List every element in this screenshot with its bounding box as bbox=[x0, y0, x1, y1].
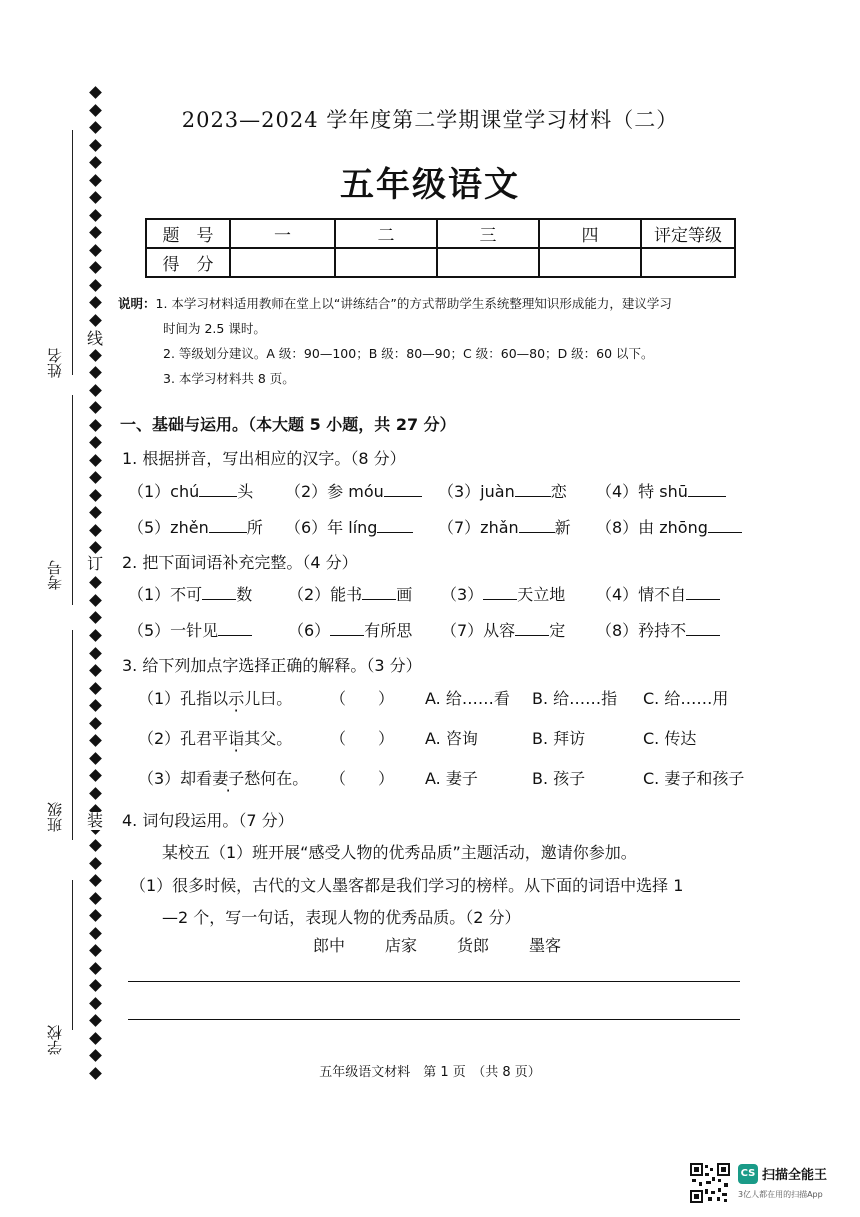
binding-diamond bbox=[89, 349, 102, 362]
q1-item: （1）chú 头 bbox=[128, 482, 254, 501]
document-subtitle: 五年级语文 bbox=[340, 165, 520, 205]
binding-diamond-column bbox=[88, 88, 102, 1078]
q3-answer-paren[interactable]: （ ） bbox=[330, 769, 395, 788]
q2-item: （5）一针见 bbox=[128, 618, 252, 641]
instruction-item: 1. 本学习材料适用教师在堂上以“讲练结合”的方式帮助学生系统整理知识形成能力，建议学习 bbox=[155, 296, 672, 311]
binding-diamond bbox=[89, 1014, 102, 1027]
binding-diamond bbox=[89, 909, 102, 922]
binding-diamond bbox=[89, 577, 102, 590]
q2-item: （6） 有所思 bbox=[288, 621, 413, 640]
instructions-label: 说明： bbox=[118, 296, 156, 311]
q1-item: （3）juàn 恋 bbox=[438, 482, 567, 501]
score-table-header-row bbox=[146, 219, 735, 248]
q1-item: （7）zhǎn 新 bbox=[438, 518, 571, 537]
binding-diamond bbox=[89, 629, 102, 642]
school-write-line bbox=[72, 880, 73, 1030]
score-table bbox=[145, 218, 736, 278]
score-input-cell[interactable] bbox=[230, 248, 335, 277]
q3-option-b: B. 孩子 bbox=[532, 769, 586, 788]
school-label: 学校 bbox=[46, 1025, 64, 1055]
score-input-cell[interactable] bbox=[335, 248, 437, 277]
answer-blank[interactable] bbox=[377, 518, 413, 533]
scanner-tagline: 3亿人都在用的扫描App bbox=[738, 1190, 823, 1199]
binding-diamond bbox=[89, 436, 102, 449]
name-label: 姓名 bbox=[46, 348, 64, 378]
binding-diamond bbox=[89, 489, 102, 502]
binding-diamond bbox=[89, 226, 102, 239]
question-4-prompt: 4. 词句段运用。（7 分） bbox=[122, 811, 294, 830]
binding-char-order: 订 bbox=[87, 554, 104, 573]
binding-diamond bbox=[89, 314, 102, 327]
q4-sub1-line1: （1）很多时候，古代的文人墨客都是我们学习的榜样。从下面的词语中选择 1 bbox=[130, 876, 684, 895]
answer-blank[interactable] bbox=[209, 518, 247, 533]
binding-diamond bbox=[89, 944, 102, 957]
binding-diamond bbox=[89, 787, 102, 800]
binding-diamond bbox=[89, 524, 102, 537]
scanner-app-name: 扫描全能王 bbox=[762, 1168, 828, 1183]
answer-blank[interactable] bbox=[384, 482, 422, 497]
score-table-cell: 二 bbox=[335, 219, 437, 248]
q3-option-a: A. 咨询 bbox=[425, 729, 478, 748]
q1-item: （6）年 líng bbox=[285, 515, 413, 538]
q2-item: （8）矜持不 bbox=[596, 618, 720, 641]
score-input-cell[interactable] bbox=[437, 248, 539, 277]
binding-diamond bbox=[89, 366, 102, 379]
q3-sentence: （1）孔指以示儿曰。 bbox=[138, 689, 293, 708]
answer-blank[interactable] bbox=[218, 621, 252, 636]
instructions bbox=[118, 291, 758, 391]
binding-diamond bbox=[89, 997, 102, 1010]
score-table-cell: 一 bbox=[230, 219, 335, 248]
binding-diamond bbox=[89, 717, 102, 730]
q3-sentence: （2）孔君平诣其父。 bbox=[138, 729, 293, 748]
q2-item: （7）从容 定 bbox=[441, 621, 566, 640]
score-table-score-row bbox=[146, 248, 735, 277]
document-title: 2023—2024 学年度第二学期课堂学习材料（二） bbox=[181, 108, 679, 132]
answer-blank[interactable] bbox=[708, 518, 742, 533]
q2-item: （2）能书 画 bbox=[288, 585, 413, 604]
binding-char-bind: 装 bbox=[87, 811, 104, 830]
answer-blank[interactable] bbox=[330, 621, 364, 636]
score-input-cell[interactable] bbox=[539, 248, 641, 277]
answer-line[interactable] bbox=[128, 981, 740, 982]
class-write-line bbox=[72, 630, 73, 840]
binding-diamond bbox=[89, 857, 102, 870]
binding-diamond bbox=[89, 454, 102, 467]
q3-answer-paren[interactable]: （ ） bbox=[330, 689, 395, 708]
q3-option-b: B. 给……指 bbox=[532, 689, 618, 708]
q1-item: （5）zhěn 所 bbox=[128, 518, 263, 537]
binding-diamond bbox=[89, 279, 102, 292]
binding-diamond bbox=[89, 507, 102, 520]
question-2-prompt: 2. 把下面词语补充完整。（4 分） bbox=[122, 553, 358, 572]
binding-diamond bbox=[89, 664, 102, 677]
q4-word: 墨客 bbox=[529, 936, 562, 955]
exam-number-label: 考号 bbox=[46, 560, 64, 590]
binding-diamond bbox=[89, 261, 102, 274]
answer-blank[interactable] bbox=[362, 585, 396, 600]
score-table-cell: 题 号 bbox=[146, 219, 230, 248]
binding-diamond bbox=[89, 401, 102, 414]
question-3-prompt: 3. 给下列加点字选择正确的解释。（3 分） bbox=[122, 656, 422, 675]
score-table-cell: 三 bbox=[437, 219, 539, 248]
binding-diamond bbox=[89, 542, 102, 555]
q4-word: 郎中 bbox=[313, 936, 346, 955]
section-heading: 一、基础与运用。（本大题 5 小题，共 27 分） bbox=[120, 415, 456, 434]
score-table-cell: 评定等级 bbox=[641, 219, 735, 248]
binding-diamond bbox=[89, 594, 102, 607]
binding-diamond bbox=[89, 752, 102, 765]
q3-option-c: C. 给……用 bbox=[643, 689, 729, 708]
q1-item: （8）由 zhōng bbox=[596, 515, 742, 538]
q3-option-b: B. 拜访 bbox=[532, 729, 586, 748]
q4-word: 货郎 bbox=[457, 936, 490, 955]
answer-blank[interactable] bbox=[686, 621, 720, 636]
q2-item: （3） 天立地 bbox=[441, 585, 566, 604]
q1-item: （4）特 shū bbox=[596, 479, 726, 502]
answer-blank[interactable] bbox=[202, 585, 236, 600]
q4-sub1-line2: —2 个，写一句话，表现人物的优秀品质。（2 分） bbox=[162, 908, 521, 927]
binding-diamond bbox=[89, 892, 102, 905]
q3-option-a: A. 妻子 bbox=[425, 769, 478, 788]
camscanner-logo-icon: CS bbox=[738, 1164, 758, 1184]
q1-item: （2）参 móu bbox=[285, 479, 422, 502]
answer-blank[interactable] bbox=[515, 482, 551, 497]
q3-option-c: C. 妻子和孩子 bbox=[643, 769, 745, 788]
binding-diamond bbox=[89, 839, 102, 852]
binding-diamond bbox=[89, 927, 102, 940]
answer-blank[interactable] bbox=[519, 518, 555, 533]
q3-option-a: A. 给……看 bbox=[425, 689, 510, 708]
page-footer: 五年级语文材料 第 1 页 （共 8 页） bbox=[319, 1065, 541, 1080]
instruction-item: 2. 等级划分建议。A 级：90—100；B 级：80—90；C 级：60—80；D 级：60 以下。 bbox=[163, 346, 654, 361]
binding-diamond bbox=[89, 962, 102, 975]
binding-diamond bbox=[89, 734, 102, 747]
instruction-item: 时间为 2.5 课时。 bbox=[163, 321, 266, 336]
q2-item: （4）情不自 bbox=[596, 582, 720, 605]
instruction-item: 3. 本学习材料共 8 页。 bbox=[163, 371, 295, 386]
binding-diamond bbox=[89, 1032, 102, 1045]
q3-answer-paren[interactable]: （ ） bbox=[330, 729, 395, 748]
qr-code-icon bbox=[690, 1163, 730, 1203]
exam-number-write-line bbox=[72, 395, 73, 605]
binding-diamond bbox=[89, 979, 102, 992]
answer-blank[interactable] bbox=[199, 482, 237, 497]
score-table-cell: 四 bbox=[539, 219, 641, 248]
binding-diamond bbox=[89, 209, 102, 222]
binding-diamond bbox=[89, 139, 102, 152]
answer-blank[interactable] bbox=[686, 585, 720, 600]
binding-diamond bbox=[89, 647, 102, 660]
q3-option-c: C. 传达 bbox=[643, 729, 697, 748]
binding-diamond bbox=[89, 384, 102, 397]
class-label: 班级 bbox=[46, 802, 64, 832]
q4-intro: 某校五（1）班开展“感受人物的优秀品质”主题活动，邀请你参加。 bbox=[162, 843, 637, 862]
binding-char-line: 线 bbox=[87, 329, 104, 348]
binding-diamond bbox=[89, 682, 102, 695]
binding-diamond bbox=[89, 769, 102, 782]
score-table-cell: 得 分 bbox=[146, 248, 230, 277]
answer-blank[interactable] bbox=[483, 585, 517, 600]
binding-diamond bbox=[89, 296, 102, 309]
binding-diamond bbox=[89, 419, 102, 432]
binding-diamond bbox=[89, 244, 102, 257]
q4-word: 店家 bbox=[385, 936, 418, 955]
binding-diamond bbox=[89, 86, 102, 99]
binding-diamond bbox=[89, 612, 102, 625]
answer-blank[interactable] bbox=[688, 482, 726, 497]
q3-sentence: （3）却看妻子愁何在。 bbox=[138, 769, 309, 788]
binding-diamond bbox=[89, 699, 102, 712]
answer-line[interactable] bbox=[128, 1019, 740, 1020]
answer-blank[interactable] bbox=[515, 621, 549, 636]
score-input-cell[interactable] bbox=[641, 248, 735, 277]
binding-diamond bbox=[89, 874, 102, 887]
question-1-prompt: 1. 根据拼音，写出相应的汉字。（8 分） bbox=[122, 449, 406, 468]
binding-diamond bbox=[89, 471, 102, 484]
q2-item: （1）不可 数 bbox=[128, 585, 253, 604]
